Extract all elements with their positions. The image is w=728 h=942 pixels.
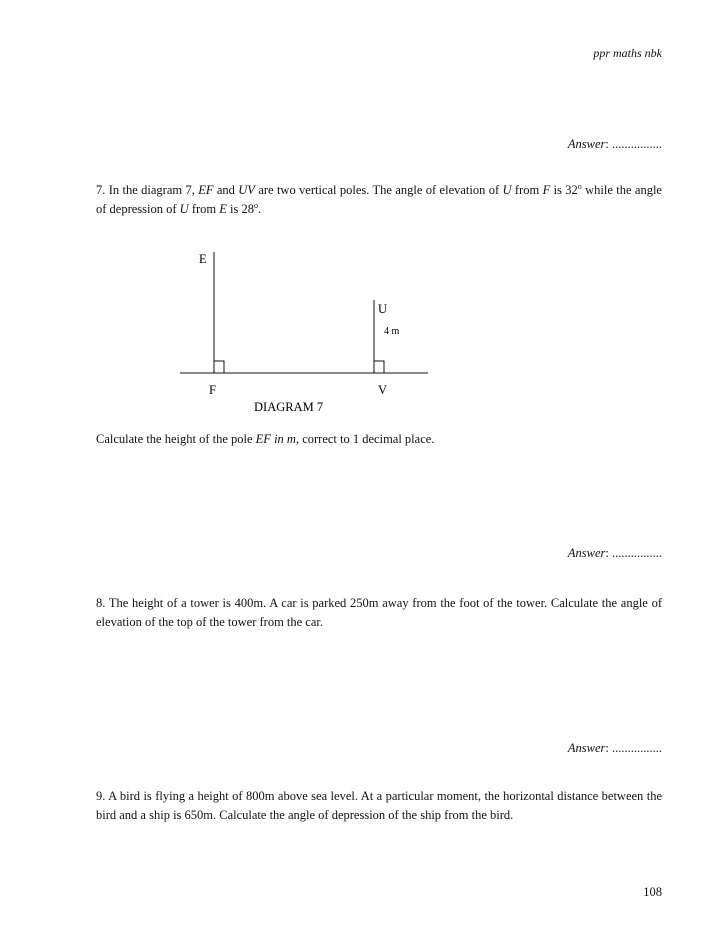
degree-mark: o [577, 182, 582, 191]
q7-instr-part: Calculate the height of the pole [96, 432, 256, 446]
question-7-instruction [96, 430, 662, 449]
answer-dots: : ................ [605, 137, 662, 151]
label-u: U [378, 302, 388, 316]
q7-text-part: and [213, 183, 239, 197]
q7-text-part: from [511, 183, 543, 197]
label-f: F [209, 383, 216, 397]
right-angle-f [214, 361, 224, 373]
label-length: 4 m [384, 326, 400, 337]
answer-dots: : ................ [605, 741, 662, 755]
q7-text-part: is 32 [550, 183, 578, 197]
question-9-text: 9. A bird is flying a height of 800m above sea level. At a particular moment, the horizontal distance between the bird and a ship is 650m. Calculate the angle of depression of the ship from the bird. [96, 789, 662, 822]
q7-text-part: . [258, 202, 262, 216]
q7-text-part: are two vertical poles. The angle of elevation of [254, 183, 503, 197]
q7-text-part: In the diagram 7, [105, 183, 199, 197]
answer-label: Answer [567, 741, 606, 755]
page-header: ppr maths nbk [593, 46, 662, 60]
question-8-text: 8. The height of a tower is 400m. A car is parked 250m away from the foot of the tower. Calculate the angle of elevation of the top of the tower from the car. [96, 596, 662, 629]
label-v: V [378, 383, 388, 397]
q7-var: F [542, 183, 551, 197]
diagram-caption: DIAGRAM 7 [254, 400, 324, 414]
degree-mark: o [254, 201, 258, 210]
q7-text-part: while the angle of depression of [96, 183, 662, 216]
q7-var: U [502, 183, 512, 197]
q7-var: UV [238, 183, 255, 197]
question-number: 7. [96, 183, 106, 197]
page-number: 108 [643, 885, 662, 899]
label-e: E [199, 252, 207, 266]
q7-text-part: is 28 [226, 202, 254, 216]
answer-label: Answer [567, 546, 606, 560]
q7-var: EF [198, 183, 214, 197]
q7-text-part: from [188, 202, 220, 216]
q7-instr-part: , correct to 1 decimal place. [295, 432, 435, 446]
q7-instr-var: EF in m [255, 432, 296, 446]
answer-dots: : ................ [605, 546, 662, 560]
answer-line-2 [568, 546, 662, 561]
q7-var: E [219, 202, 227, 216]
right-angle-v [374, 361, 384, 373]
q7-var: U [179, 202, 189, 216]
diagram-7 [0, 0, 728, 420]
answer-line-3 [568, 741, 662, 756]
answer-label: Answer [567, 137, 606, 151]
